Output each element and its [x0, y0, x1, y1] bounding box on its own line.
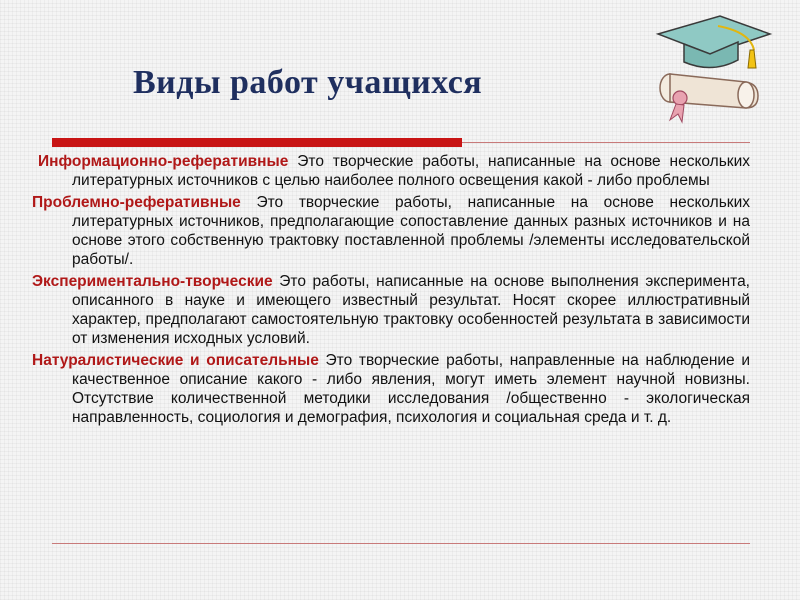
item-term: Проблемно-реферативные [32, 194, 241, 211]
item-text: Это творческие работы, написанные на основе нескольких литературных источников, предполагающие сопоставление данных разных источников и на основе этого собственную трактовку поставленной проблемы /элементы исследовательской работы/. [72, 194, 750, 268]
list-item [32, 152, 750, 190]
item-term: Натуралистические и описательные [32, 352, 319, 369]
item-text: Это творческие работы, направленные на наблюдение и качественное описание какого - либо явления, могут иметь элемент научной новизны. Отсутствие количественной методики исследования /общественно - экологическая направленность, социология и демография, психология и социальная среда и т. д. [72, 352, 750, 426]
list-item [32, 351, 750, 427]
list-item [32, 272, 750, 348]
content-list [32, 152, 750, 430]
item-term: Информационно-реферативные [38, 153, 289, 170]
slide-title: Виды работ учащихся [133, 64, 483, 101]
list-item [32, 193, 750, 269]
item-term: Экспериментально-творческие [32, 273, 273, 290]
graduation-cap-diploma-icon [650, 12, 780, 127]
item-text: Это творческие работы, написанные на основе нескольких литературных источников с целью наиболее полного освещения какой - либо проблемы [72, 153, 750, 189]
bottom-divider [52, 543, 750, 544]
item-text: Это работы, написанные на основе выполнения эксперимента, описанного в науке и имеющего известный результат. Носят скорее иллюстративный характер, предполагают самостоятельную трактовку особенностей результата в зависимости от изменения исходных условий. [72, 273, 750, 347]
title-divider [52, 138, 750, 147]
divider-accent-bar [52, 138, 462, 147]
divider-line [462, 142, 750, 143]
